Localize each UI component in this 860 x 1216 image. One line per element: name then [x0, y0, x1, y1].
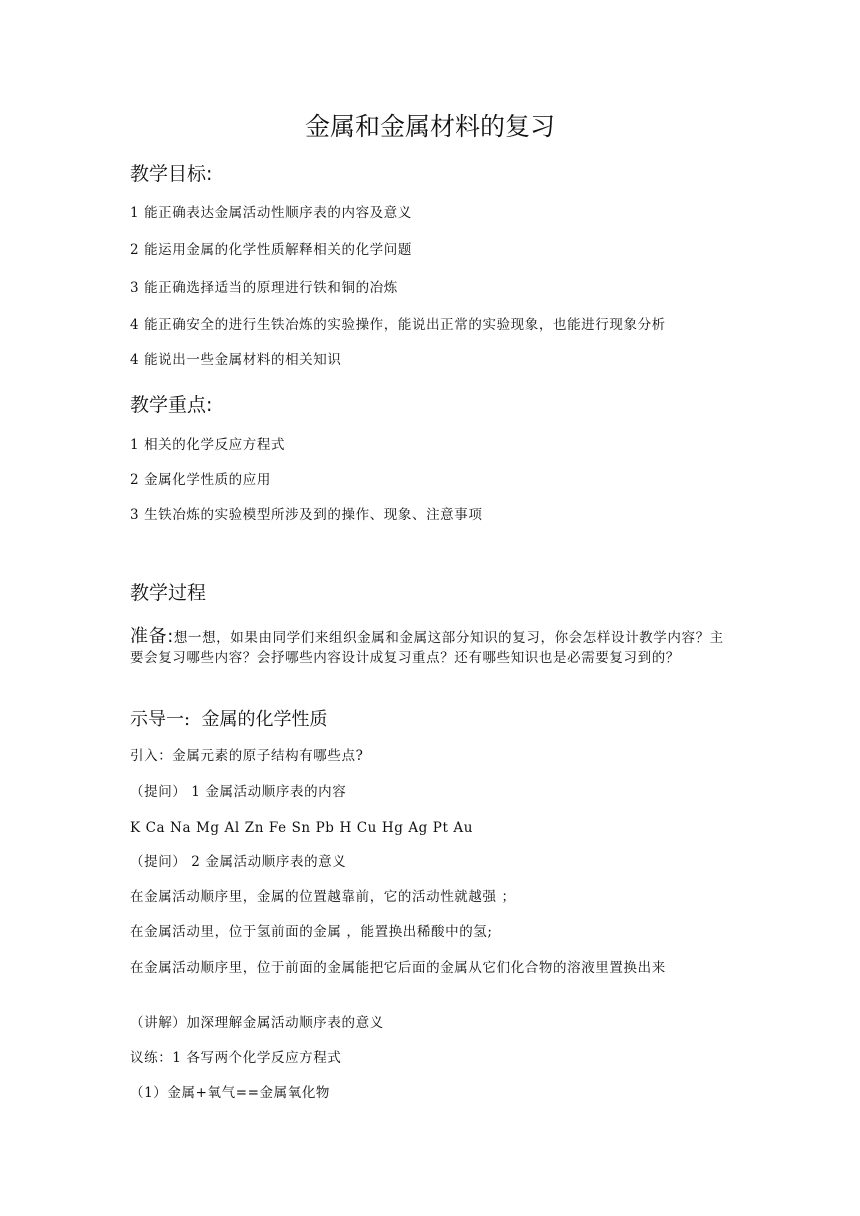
objective-item: 4 能正确安全的进行生铁冶炼的实验操作，能说出正常的实验现象，也能进行现象分析 [130, 317, 666, 333]
keypoints-heading: 教学重点: [130, 394, 213, 416]
objective-item: 1 能正确表达金属活动性顺序表的内容及意义 [130, 205, 412, 221]
keypoint-item: 2 金属化学性质的应用 [130, 472, 271, 488]
process-line: 在金属活动顺序里，金属的位置越靠前，它的活动性就越强 ； [130, 889, 516, 905]
objective-item: 3 能正确选择适当的原理进行铁和铜的冶炼 [130, 280, 398, 296]
metal-activity-series: K Ca Na Mg Al Zn Fe Sn Pb H Cu Hg Ag Pt Au [130, 820, 474, 836]
guide-heading [130, 707, 328, 733]
process-line: 在金属活动里，位于氢前面的金属 ，能置换出稀酸中的氢; [130, 924, 493, 940]
prep-text: 想一想，如果由同学们来组织金属和金属这部分知识的复习，你会怎样设计教学内容？主要会复习哪些内容？会抒哪些内容设计成复习重点？还有哪些知识也是必需要复习到的？ [130, 630, 724, 666]
process-heading: 教学过程 [130, 582, 207, 604]
process-line: 引入：金属元素的原子结构有哪些点? [130, 748, 364, 764]
guide-label: 示导一: [130, 709, 191, 730]
process-line: （提问） 1 金属活动顺序表的内容 [130, 784, 347, 800]
prep-paragraph [130, 627, 730, 668]
prep-label: 准备: [130, 626, 174, 647]
process-line: 在金属活动顺序里，位于前面的金属能把它后面的金属从它们化合物的溶液里置换出来 [130, 960, 666, 976]
objective-item: 2 能运用金属的化学性质解释相关的化学问题 [130, 242, 412, 258]
objective-item: 4 能说出一些金属材料的相关知识 [130, 352, 342, 368]
keypoint-item: 3 生铁冶炼的实验模型所涉及到的操作、现象、注意事项 [130, 507, 483, 523]
process-line: （讲解）加深理解金属活动顺序表的意义 [130, 1015, 384, 1031]
objectives-heading: 教学目标: [130, 163, 213, 185]
process-line: （1）金属+氧气==金属氧化物 [130, 1085, 331, 1101]
guide-title: 金属的化学性质 [201, 709, 328, 730]
document-title: 金属和金属材料的复习 [304, 112, 555, 141]
process-line: 议练：1 各写两个化学反应方程式 [130, 1050, 342, 1066]
keypoint-item: 1 相关的化学反应方程式 [130, 437, 286, 453]
process-line: （提问） 2 金属活动顺序表的意义 [130, 854, 347, 870]
